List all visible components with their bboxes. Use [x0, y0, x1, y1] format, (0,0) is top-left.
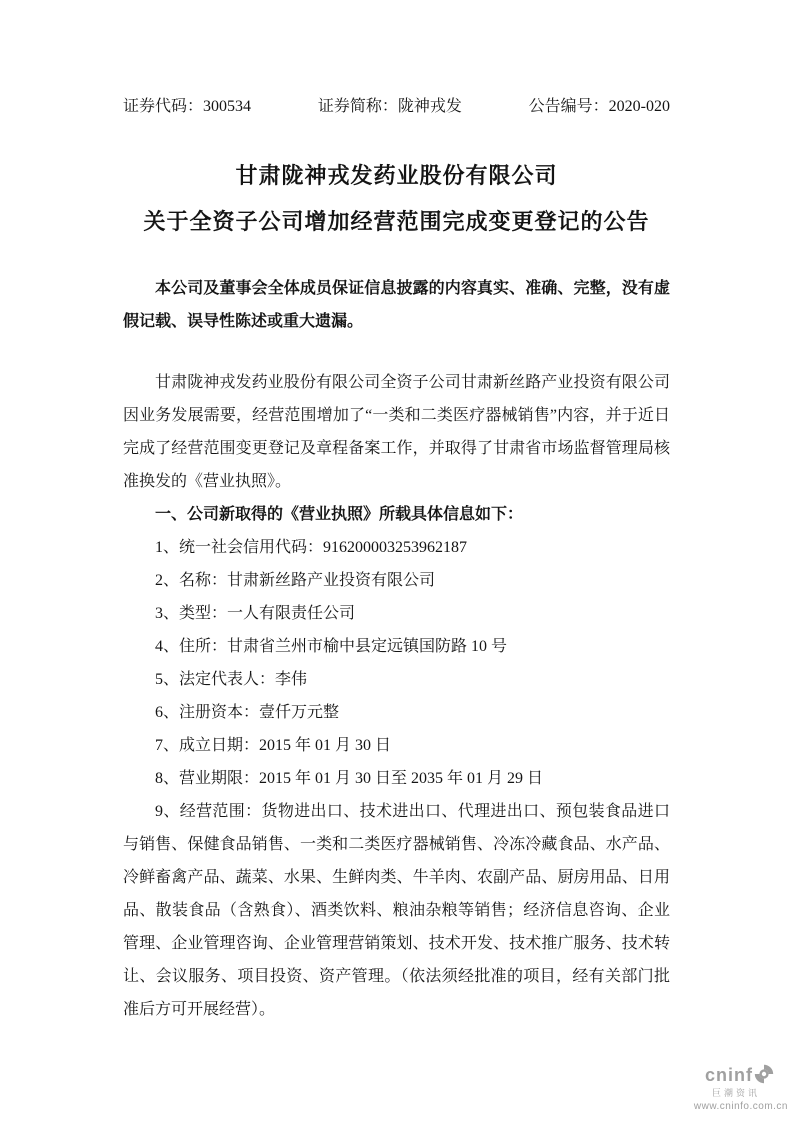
cninfo-chinese-name: 巨潮资讯: [711, 1088, 760, 1099]
cninfo-watermark: [694, 1064, 788, 1112]
page-content: [123, 0, 670, 1026]
stock-code: 证券代码：300534: [123, 98, 252, 115]
company-name-title: 甘肃陇神戎发药业股份有限公司: [235, 163, 558, 188]
cninfo-swirl-icon: [754, 1064, 774, 1089]
disclaimer-paragraph: 本公司及董事会全体成员保证信息披露的内容真实、准确、完整，没有虚假记载、误导性陈述或重大遗漏。: [123, 280, 670, 330]
license-item-credit-code: 1、统一社会信用代码：916200003253962187: [155, 539, 468, 556]
stock-abbr: 证券简称：陇神戎发: [317, 98, 462, 115]
intro-paragraph: 甘肃陇神戎发药业股份有限公司全资子公司甘肃新丝路产业投资有限公司因业务发展需要，经营范围增加了“一类和二类医疗器械销售”内容，并于近日完成了经营范围变更登记及章程备案工作，并取得了甘肃省市场监督管理局核准换发的《营业执照》。: [123, 374, 670, 490]
license-item-legal-rep: 5、法定代表人：李伟: [155, 671, 308, 688]
announcement-title: 关于全资子公司增加经营范围完成变更登记的公告: [143, 209, 650, 234]
license-item-business-term: 8、营业期限：2015 年 01 月 30 日至 2035 年 01 月 29 日: [155, 770, 544, 787]
license-item-type: 3、类型：一人有限责任公司: [155, 605, 356, 622]
license-item-registered-capital: 6、注册资本：壹仟万元整: [155, 704, 340, 721]
business-scope-paragraph: 9、经营范围：货物进出口、技术进出口、代理进出口、预包装食品进口与销售、保健食品销售、一类和二类医疗器械销售、冷冻冷藏食品、水产品、冷鲜畜禽产品、蔬菜、水果、生鲜肉类、牛羊肉、农副产品、厨房用品、日用品、散装食品（含熟食）、酒类饮料、粮油杂粮等销售；经济信息咨询、企业管理、企业管理咨询、企业管理营销策划、技术开发、技术推广服务、技术转让、会议服务、项目投资、资产管理。（依法须经批准的项目，经有关部门批准后方可开展经营）。: [123, 803, 670, 1018]
doc-header: [123, 0, 670, 117]
cninfo-url: www.cninfo.com.cn: [693, 1101, 788, 1112]
section-heading: 一、公司新取得的《营业执照》所载具体信息如下：: [155, 506, 524, 523]
license-item-establish-date: 7、成立日期：2015 年 01 月 30 日: [155, 737, 392, 754]
cninfo-brand-row: [694, 1064, 788, 1089]
announcement-number: 公告编号：2020-020: [528, 98, 670, 115]
license-item-name: 2、名称：甘肃新丝路产业投资有限公司: [155, 572, 436, 589]
cninfo-brand-text: cninf: [705, 1064, 753, 1085]
license-item-address: 4、住所：甘肃省兰州市榆中县定远镇国防路 10 号: [155, 638, 508, 655]
